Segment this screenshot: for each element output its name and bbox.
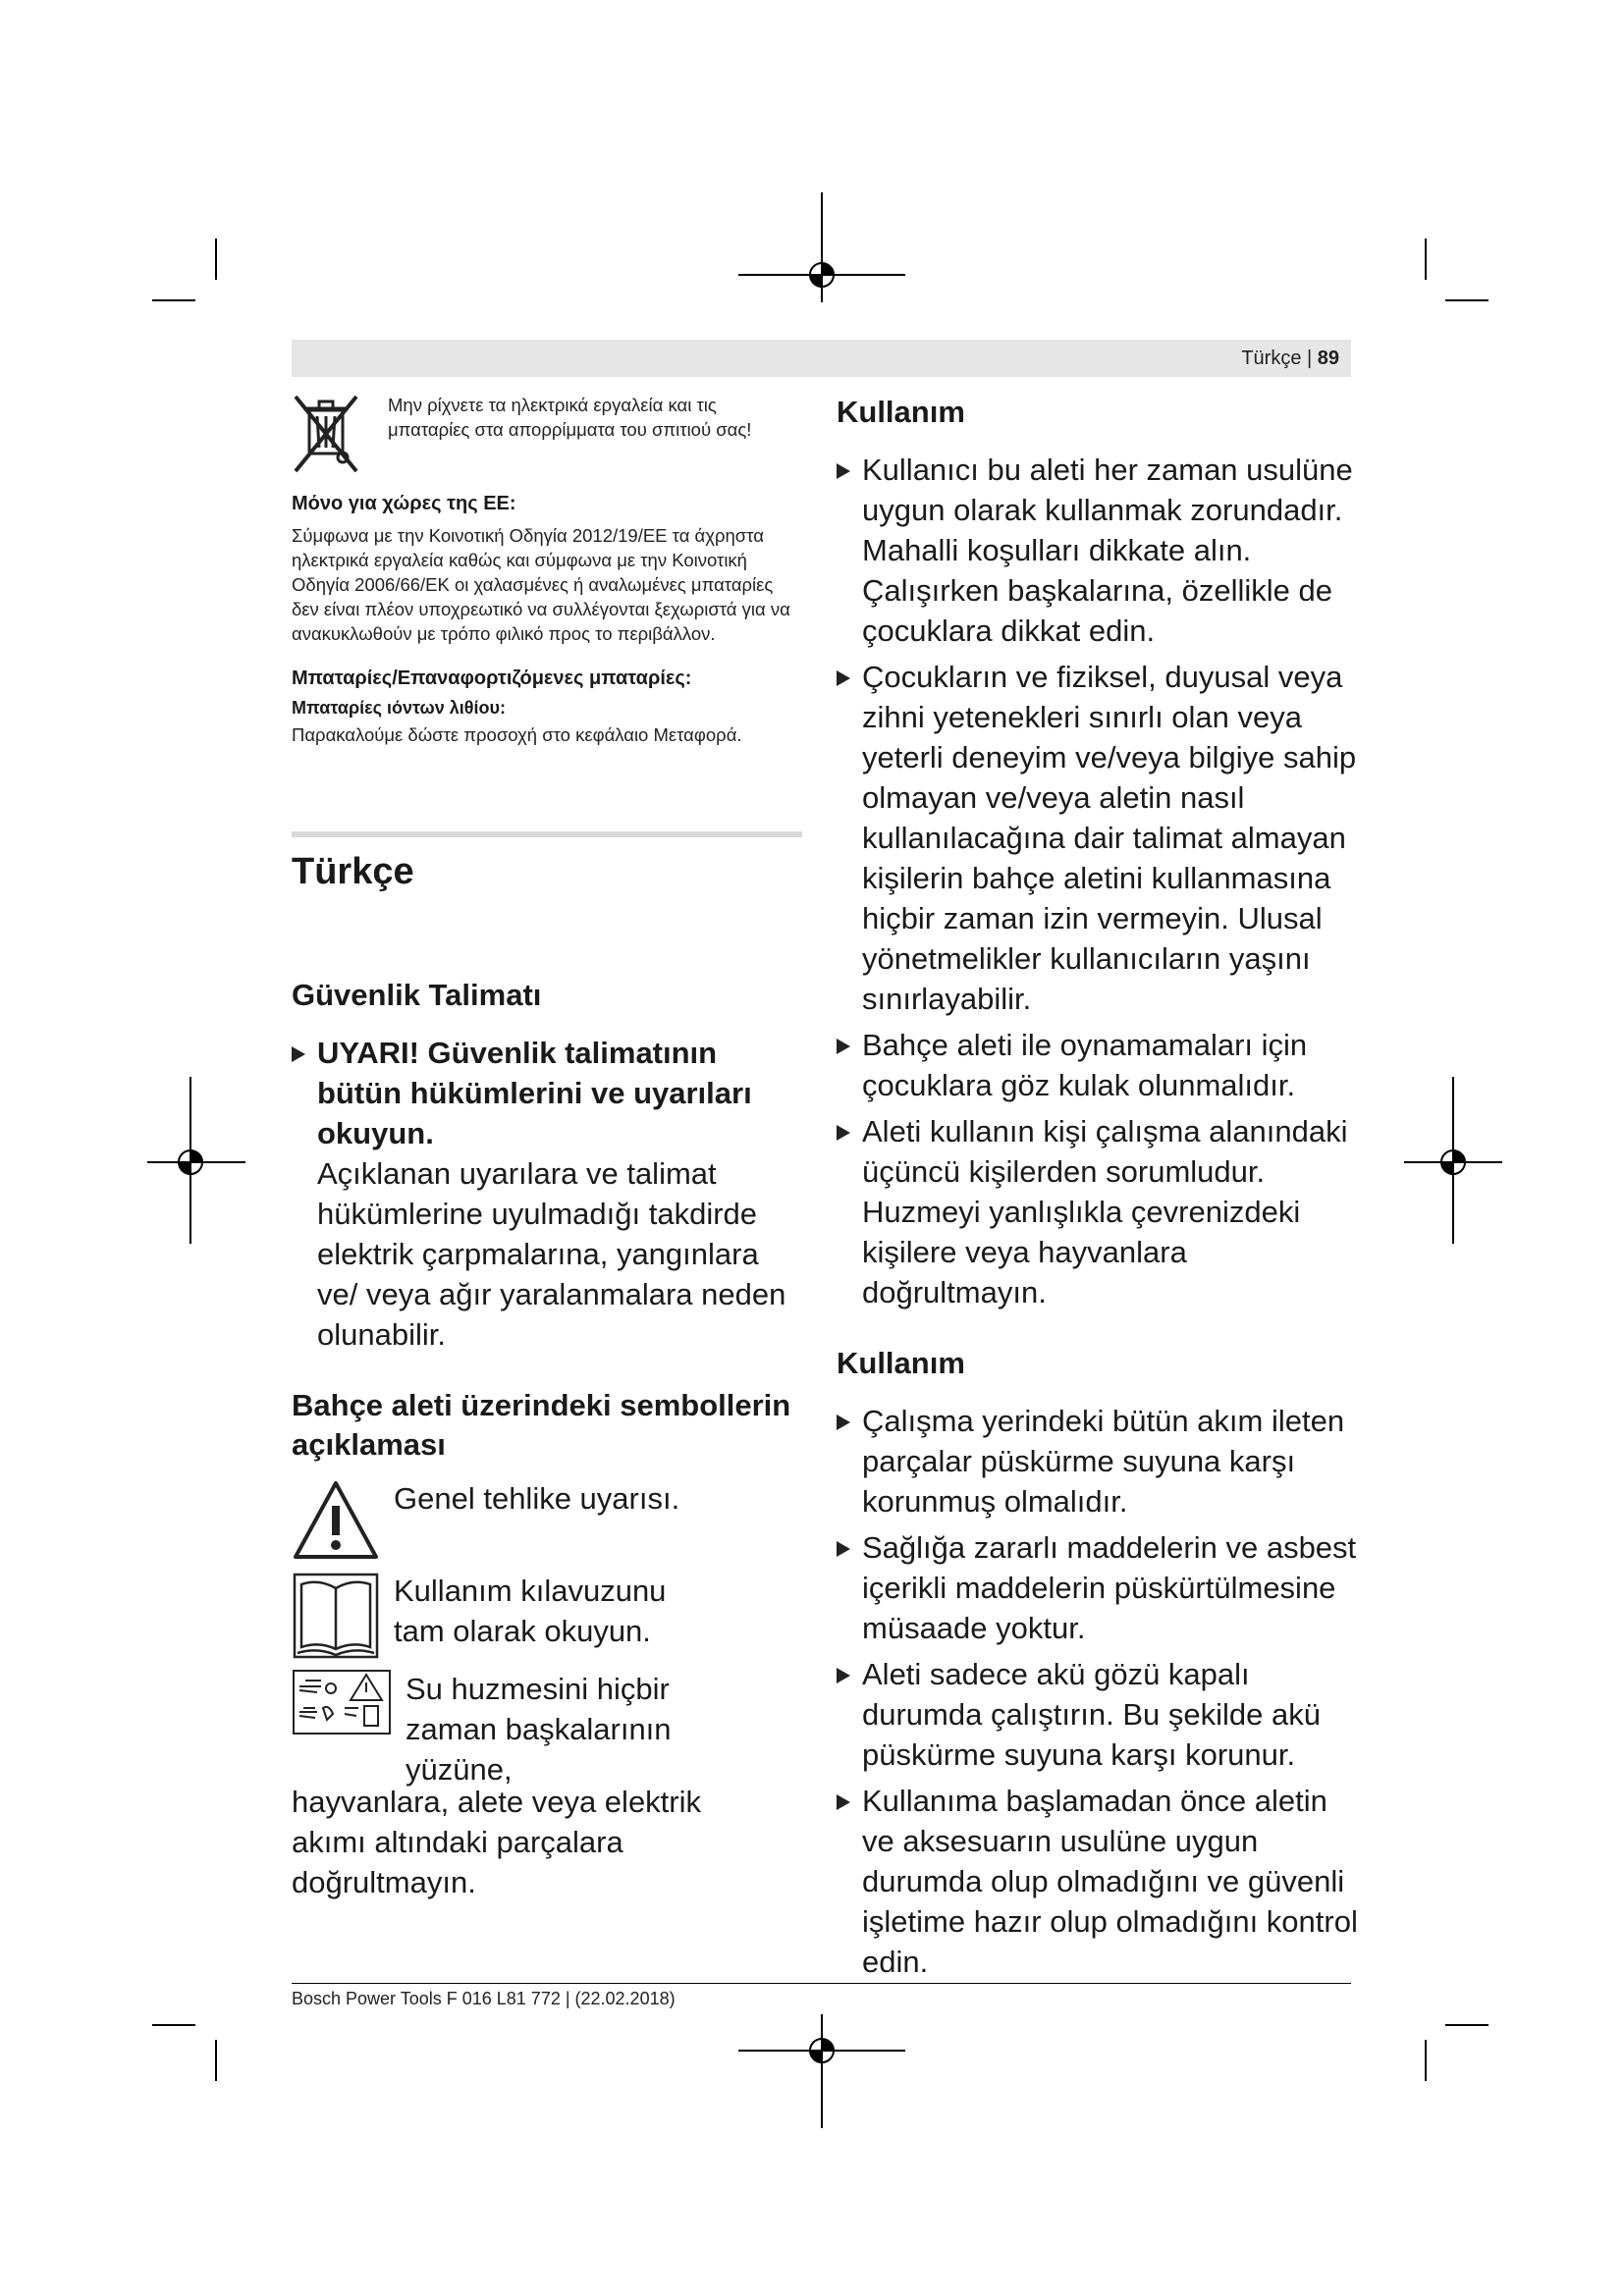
safety-warning [292,1033,802,1355]
eu-text: Σύμφωνα με την Κοινοτική Οδηγία 2012/19/ΕΕ τα άχρηστα ηλεκτρικά εργαλεία καθώς και σύμφωνα με την Κοινοτική Οδηγία 2006/66/ΕΚ οι χαλασμένες ή αναλωμένες μπαταρίες δεν είναι πλέον υποχρεωτικό να συλλέγονται ξεχωριστά για να ανακυκλωθούν με τρόπο φιλικό προς το περιβάλλον. [292,525,790,644]
bullet-triangle-icon [837,1541,850,1557]
bullet-triangle-icon [837,1794,850,1810]
bullet-triangle-icon [837,670,850,686]
warning-text: Açıklanan uyarılara ve talimat hükümlerine uyulmadığı takdirde elektrik çarpmalarına, yangınlara ve/ veya ağır yaralanmalara neden olunabilir. [317,1156,786,1352]
header-label: Türkçe | 89 [1241,347,1339,369]
batteries-heading: Μπαταρίες/Επαναφορτιζόμενες μπαταρίες: [292,667,692,689]
bullet-triangle-icon [837,1125,850,1141]
registration-mark-icon [174,1146,207,1179]
header-lang: Türkçe [1241,347,1302,369]
list-item: Kullanıcı bu aleti her zaman usulüne uygun olarak kullanmak zorundadır. Mahalli koşulları dikkate alın. Çalışırken başkalarına, özellikle de çocuklara dikkat edin. [837,450,1367,651]
right-column [837,393,1367,1982]
left-column [292,393,802,1902]
li-ion-heading: Μπαταρίες ιόντων λιθίου: [292,698,506,718]
bullet-triangle-icon [837,1039,850,1054]
footer-rule [292,1983,1351,1984]
symbol-row [292,1571,802,1661]
bullet-triangle-icon [837,1668,850,1683]
list-item: Bahçe aleti ile oynamamaları için çocuklara göz kulak olunmalıdır. [837,1025,1367,1105]
list-item: Sağlığa zararlı maddelerin ve asbest içerikli maddelerin püskürtülmesine müsaade yoktur. [837,1527,1367,1648]
warning-triangle-icon [292,1478,380,1563]
page-header [292,340,1351,377]
usage-heading: Kullanım [837,395,965,429]
symbol-text: Kullanım kılavuzunu tam olarak okuyun. [394,1574,667,1648]
symbol-text: Genel tehlike uyarısı. [394,1481,680,1516]
list-item: Aleti kullanın kişi çalışma alanındaki üçüncü kişilerden sorumludur. Huzmeyi yanlışlıkla çevrenizdeki kişilere veya hayvanlara doğrultmayın. [837,1111,1367,1312]
usage-list [837,1401,1367,1982]
warning-bold-text: UYARI! Güvenlik talimatının bütün hükümlerini ve uyarıları okuyun. [317,1036,752,1150]
list-item: Çalışma yerindeki bütün akım ileten parçalar püskürme suyuna karşı korunmuş olmalıdır. [837,1401,1367,1522]
list-item: Çocukların ve fiziksel, duyusal veya zihni yetenekleri sınırlı olan veya yeterli deneyim ve/veya bilgiye sahip olmayan ve/veya aletin nasıl kullanılacağına dair talimat almayan kişilerin bahçe aletini kullanmasına hiçbir zaman izin vermeyin. Ulusal yönetmelikler kullanıcıların yaşını sınırlayabilir. [837,657,1367,1019]
page-number: 89 [1317,347,1339,369]
usage-list [837,450,1367,1312]
symbol-row [292,1478,802,1563]
symbol-text: Su huzmesini hiçbir zaman başkalarının yüzüne, [406,1672,672,1787]
water-jet-warning-icon [292,1669,392,1735]
bullet-triangle-icon [837,1415,850,1430]
crossed-bin-icon [292,393,360,475]
li-ion-text: Παρακαλούμε δώστε προσοχή στο κεφάλαιο Μεταφορά. [292,724,742,745]
list-item: Kullanıma başlamadan önce aletin ve aksesuarın usulüne uygun durumda olup olmadığını ve güvenli işletime hazır olup olmadığını kontrol edin. [837,1781,1367,1982]
symbols-heading: Bahçe aleti üzerindeki sembollerin açıklaması [292,1388,791,1462]
registration-mark-icon [805,258,839,292]
bullet-triangle-icon [837,463,850,479]
language-title: Türkçe [292,851,414,892]
usage-heading: Kullanım [837,1346,965,1380]
symbol-text-continuation: hayvanlara, alete veya elektrik akımı altındaki parçalara doğrultmayın. [292,1785,702,1899]
registration-mark-icon [805,2034,839,2067]
bullet-triangle-icon [292,1046,305,1062]
section-divider [292,831,802,837]
safety-heading: Güvenlik Talimatı [292,978,542,1012]
eu-heading: Μόνο για χώρες της ΕΕ: [292,493,516,514]
list-item: Aleti sadece akü gözü kapalı durumda çalıştırın. Bu şekilde akü püskürme suyuna karşı korunur. [837,1654,1367,1775]
weee-notice [292,393,802,475]
symbol-row [292,1669,802,1789]
footer-text: Bosch Power Tools F 016 L81 772 | (22.02.2018) [292,1989,676,2008]
registration-mark-icon [1436,1146,1470,1179]
open-book-icon [292,1571,380,1661]
weee-notice-text: Μην ρίχνετε τα ηλεκτρικά εργαλεία και τις μπαταρίες στα απορρίμματα του σπιτιού σας! [388,395,752,440]
